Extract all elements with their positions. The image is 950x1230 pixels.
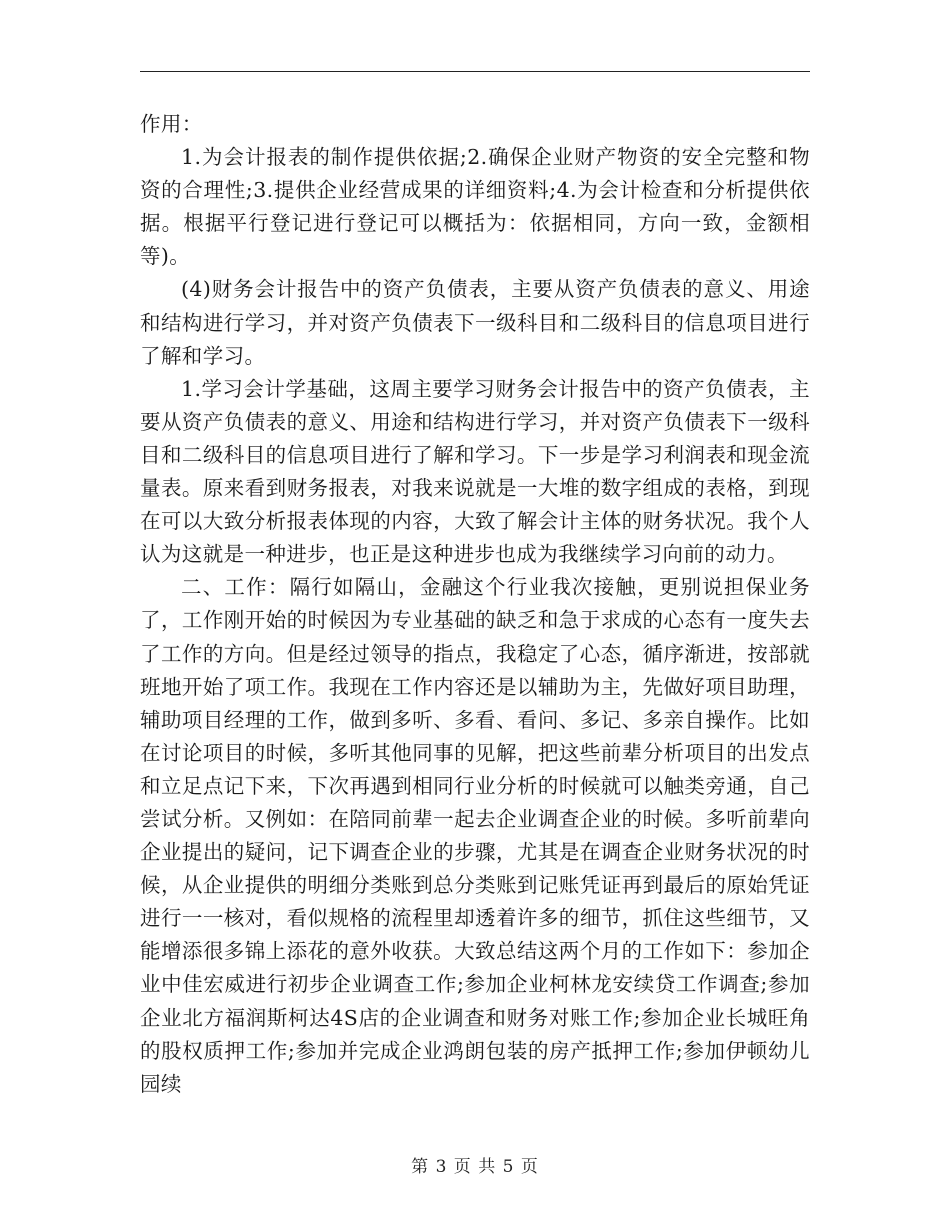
- body-text: [140, 108, 810, 1101]
- paragraph-accounting-study: 1.学习会计学基础，这周主要学习财务会计报告中的资产负债表，主要从资产负债表的意义、用途和结构进行学习，并对资产负债表下一级科目和二级科目的信息项目进行了解和学习。下一步是学习利润表和现金流量表。原来看到财务报表，对我来说就是一大堆的数字组成的表格，到现在可以大致分析报表体现的内容，大致了解会计主体的财务状况。我个人认为这就是一种进步，也正是这种进步也成为我继续学习向前的动力。: [140, 376, 810, 567]
- page-footer: [0, 1152, 950, 1177]
- page-number: 第 3 页 共 5 页: [411, 1157, 539, 1177]
- paragraph-work: 二、工作：隔行如隔山，金融这个行业我次接触，更别说担保业务了，工作刚开始的时候因为专业基础的缺乏和急于求成的心态有一度失去了工作的方向。但是经过领导的指点，我稳定了心态，循序渐进，按部就班地开始了项工作。我现在工作内容还是以辅助为主，先做好项目助理，辅助项目经理的工作，做到多听、多看、看问、多记、多亲自操作。比如在讨论项目的时候，多听其他同事的见解，把这些前辈分析项目的出发点和立足点记下来，下次再遇到相同行业分析的时候就可以触类旁通，自己尝试分析。又例如：在陪同前辈一起去企业调查企业的时候。多听前辈向企业提出的疑问，记下调查企业的步骤，尤其是在调查企业财务状况的时候，从企业提供的明细分类账到总分类账到记账凭证再到最后的原始凭证进行一一核对，看似规格的流程里却透着许多的细节，抓住这些细节，又能增添很多锦上添花的意外收获。大致总结这两个月的工作如下：参加企业中佳宏威进行初步企业调查工作;参加企业柯林龙安续贷工作调查;参加企业北方福润斯柯达4S店的企业调查和财务对账工作;参加企业长城旺角的股权质押工作;参加并完成企业鸿朗包装的房产抵押工作;参加伊顿幼儿园续: [140, 575, 810, 1096]
- paragraph-functions: 1.为会计报表的制作提供依据;2.确保企业财产物资的安全完整和物资的合理性;3.提供企业经营成果的详细资料;4.为会计检查和分析提供依据。根据平行登记进行登记可以概括为：依据相同，方向一致，金额相等)。: [140, 145, 810, 269]
- paragraph-balance-sheet: (4)财务会计报告中的资产负债表，主要从资产负债表的意义、用途和结构进行学习，并对资产负债表下一级科目和二级科目的信息项目进行了解和学习。: [140, 277, 810, 368]
- paragraph-intro: 作用：: [140, 112, 203, 136]
- header-rule: [140, 71, 810, 72]
